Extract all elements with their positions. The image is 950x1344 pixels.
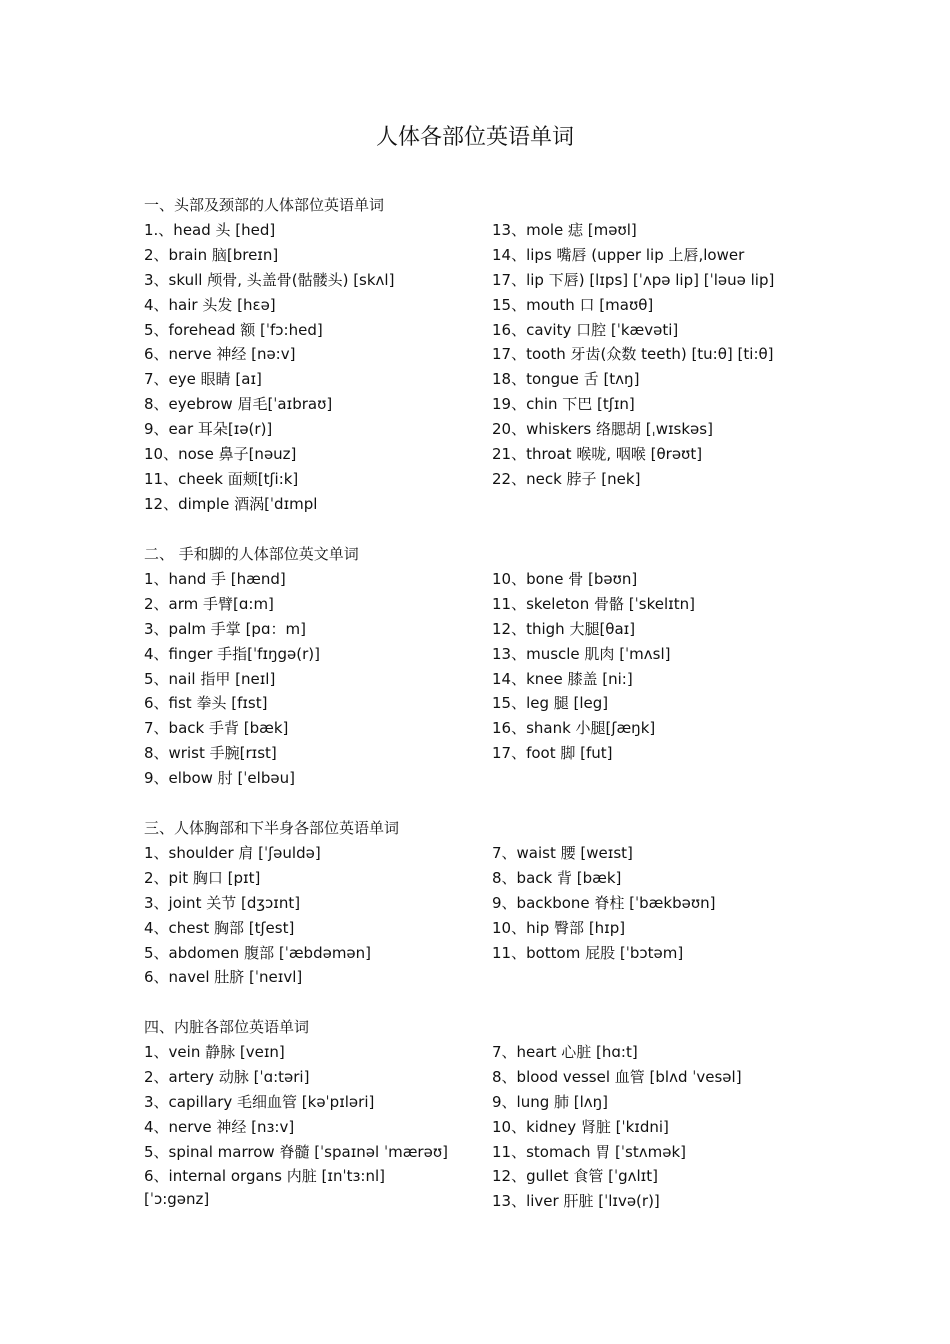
vocab-entry: 10、nose 鼻子[nəuz]	[144, 445, 297, 463]
vocab-entry: 13、muscle 肌肉 [ˈmʌsl]	[492, 644, 671, 663]
vocab-entry: 6、nerve 神经 [nə:v]	[144, 345, 296, 364]
vocab-entry: 20、whiskers 络腮胡 [ˌwɪskəs]	[492, 420, 713, 439]
vocab-entry: 2、pit 胸口 [pɪt]	[144, 868, 261, 887]
vocab-entry: 16、cavity 口腔 [ˈkævəti]	[492, 320, 679, 339]
vocab-entry: 22、neck 脖子 [nek]	[492, 469, 641, 488]
vocab-entry: 1、hand 手 [hænd]	[144, 569, 286, 588]
vocab-entry: 18、tongue 舌 [tʌŋ]	[492, 370, 640, 389]
vocab-entry: 14、lips 嘴唇 (upper lip 上唇,lower	[492, 245, 745, 264]
vocab-entry: 5、abdomen 腹部 [ˈæbdəmən]	[144, 943, 372, 962]
vocab-entry: 9、lung 肺 [lʌŋ]	[492, 1092, 609, 1111]
vocab-entry: 11、stomach 胃 [ˈstʌmək]	[492, 1142, 686, 1161]
vocab-entry: 4、finger 手指[ˈfɪŋgə(r)]	[144, 644, 320, 663]
vocab-entry: 17、tooth 牙齿(众数 teeth) [tu:θ] [ti:θ]	[492, 345, 774, 364]
vocab-entry: 3、joint 关节 [dʒɔɪnt]	[144, 893, 301, 912]
vocab-entry: 8、eyebrow 眉毛[ˈaɪbraʊ]	[144, 395, 333, 414]
vocab-entry: 11、bottom 屁股 [ˈbɔtəm]	[492, 943, 684, 962]
vocab-entry: 1、shoulder 肩 [ˈʃəuldə]	[144, 843, 321, 862]
vocab-entry: 4、nerve 神经 [nɜ:v]	[144, 1117, 295, 1136]
vocab-entry: 6、internal organs 内脏 [ɪnˈtɜ:nl]	[144, 1167, 386, 1186]
vocab-entry: 8、blood vessel 血管 [blʌd ˈvesəl]	[492, 1067, 742, 1086]
vocab-entry: 19、chin 下巴 [tʃɪn]	[492, 395, 635, 414]
vocab-entry: 2、brain 脑[breɪn]	[144, 245, 279, 264]
vocab-entry: 7、waist 腰 [weɪst]	[492, 843, 633, 862]
section-heading: 一、头部及颈部的人体部位英语单词	[144, 196, 385, 214]
vocab-entry: 21、throat 喉咙, 咽喉 [θrəʊt]	[492, 445, 703, 463]
vocab-entry: 1.、head 头 [hed]	[144, 220, 276, 239]
section-heading: 三、人体胸部和下半身各部位英语单词	[144, 819, 400, 837]
vocab-entry: 2、artery 动脉 [ˈɑ:təri]	[144, 1067, 310, 1086]
vocab-entry: 3、palm 手掌 [pɑ：m]	[144, 619, 306, 638]
vocab-entry: 5、forehead 额 [ˈfɔ:hed]	[144, 320, 323, 339]
vocab-entry: 12、dimple 酒涡[ˈdɪmpl	[144, 494, 318, 513]
vocab-entry: 2、arm 手臂[ɑ:m]	[144, 594, 274, 613]
page-title: 人体各部位英语单词	[375, 125, 574, 150]
vocab-entry: 10、kidney 肾脏 [ˈkɪdni]	[492, 1117, 669, 1136]
vocab-entry: 11、cheek 面颊[tʃi:k]	[144, 469, 299, 488]
vocab-entry: 6、navel 肚脐 [ˈneɪvl]	[144, 968, 303, 987]
vocab-entry: 5、nail 指甲 [neɪl]	[144, 669, 276, 688]
vocab-entry: 1、vein 静脉 [veɪn]	[144, 1042, 285, 1061]
vocab-entry: 7、back 手背 [bæk]	[144, 719, 289, 738]
vocab-entry: 3、skull 颅骨, 头盖骨(骷髅头) [skʌl]	[144, 270, 395, 289]
vocab-entry: 8、back 背 [bæk]	[492, 868, 622, 887]
vocab-entry: 14、knee 膝盖 [ni:]	[492, 669, 633, 688]
vocab-entry: 12、thigh 大腿[θaɪ]	[492, 619, 636, 638]
vocab-entry: 16、shank 小腿[ʃæŋk]	[492, 719, 656, 738]
vocab-entry: 4、hair 头发 [hɛə]	[144, 295, 276, 314]
vocab-entry: 9、elbow 肘 [ˈelbəu]	[144, 769, 295, 788]
vocab-entry: 12、gullet 食管 [ˈgʌlɪt]	[492, 1167, 658, 1186]
vocab-entry: 13、mole 痣 [məʊl]	[492, 220, 637, 239]
section-heading: 四、内脏各部位英语单词	[144, 1018, 310, 1036]
vocab-entry: 10、hip 臀部 [hɪp]	[492, 918, 626, 937]
vocab-entry: 9、ear 耳朵[ɪə(r)]	[144, 420, 273, 439]
vocab-entry: 7、heart 心脏 [hɑ:t]	[492, 1042, 638, 1061]
vocab-entry: 15、leg 腿 [leg]	[492, 694, 609, 713]
vocab-entry: 15、mouth 口 [maʊθ]	[492, 295, 654, 314]
vocab-entry: 6、fist 拳头 [fɪst]	[144, 694, 268, 713]
section-heading: 二、 手和脚的人体部位英文单词	[144, 545, 359, 563]
vocab-entry: 4、chest 胸部 [tʃest]	[144, 918, 295, 937]
vocab-entry: 7、eye 眼睛 [aɪ]	[144, 370, 262, 389]
vocab-entry: 5、spinal marrow 脊髓 [ˈspaɪnəl ˈmærəʊ]	[144, 1142, 448, 1161]
vocab-entry: 13、liver 肝脏 [ˈlɪvə(r)]	[492, 1192, 660, 1211]
vocab-entry: [ˈɔ:gənz]	[144, 1190, 210, 1209]
vocab-entry: 11、skeleton 骨骼 [ˈskelɪtn]	[492, 594, 695, 613]
vocab-entry: 9、backbone 脊柱 [ˈbækbəʊn]	[492, 893, 716, 912]
vocab-entry: 10、bone 骨 [bəʊn]	[492, 569, 638, 588]
vocab-entry: 17、lip 下唇) [lɪps] [ˈʌpə lip] [ˈləuə lip]	[492, 270, 775, 289]
vocab-entry: 8、wrist 手腕[rɪst]	[144, 744, 277, 763]
vocab-entry: 3、capillary 毛细血管 [kəˈpɪləri]	[144, 1092, 375, 1111]
vocab-entry: 17、foot 脚 [fut]	[492, 744, 613, 763]
